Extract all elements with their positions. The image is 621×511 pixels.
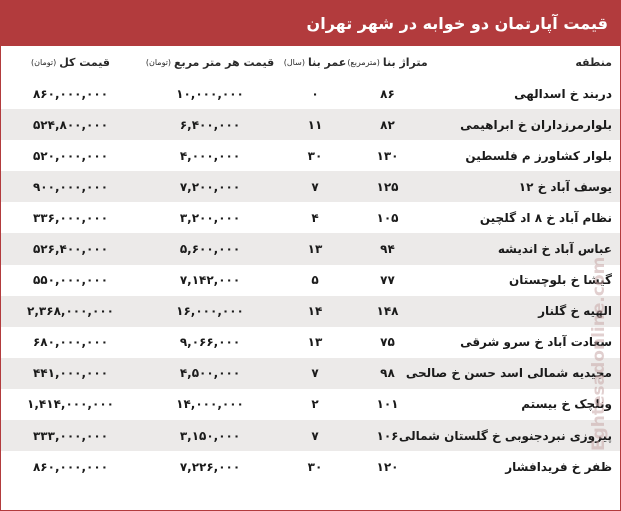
cell-region <box>425 171 620 202</box>
price-table <box>1 46 620 482</box>
cell-price-per-meter-value: ۱۴,۰۰۰,۰۰۰ <box>176 397 244 412</box>
cell-area-value: ۱۳۰ <box>376 148 399 163</box>
cell-age <box>280 296 350 327</box>
cell-region <box>425 202 620 233</box>
header-total-price <box>1 46 140 78</box>
cell-total-price-value: ۸۶۰,۰۰۰,۰۰۰ <box>32 86 109 101</box>
table-row <box>1 451 620 482</box>
header-area-label: متراژ بنا <box>382 55 428 69</box>
cell-age-value: ۷ <box>311 366 319 381</box>
header-area <box>347 46 428 78</box>
cell-area <box>350 327 425 358</box>
cell-region <box>398 420 620 451</box>
cell-age-value: ۳۰ <box>307 148 323 163</box>
cell-price-per-meter-value: ۹,۰۶۶,۰۰۰ <box>179 335 241 350</box>
cell-price-per-meter-value: ۶,۴۰۰,۰۰۰ <box>179 117 241 132</box>
cell-region-value: سعادت آباد خ سرو شرقی <box>460 335 612 350</box>
table-row <box>1 202 620 233</box>
cell-region-value: دربند خ اسدالهی <box>514 86 612 101</box>
cell-total-price-value: ۸۶۰,۰۰۰,۰۰۰ <box>32 459 109 474</box>
cell-region <box>425 233 620 264</box>
table-body <box>1 78 620 482</box>
cell-total-price <box>1 296 140 327</box>
cell-age <box>280 109 350 140</box>
cell-area-value: ۹۸ <box>380 366 395 381</box>
cell-region-value: مجیدیه شمالی اسد حسن خ صالحی <box>405 366 612 381</box>
cell-age-value: ۱۴ <box>307 304 323 319</box>
cell-area <box>350 389 425 420</box>
cell-region-value: ظفر خ فریدافشار <box>505 459 612 474</box>
cell-region <box>425 296 620 327</box>
cell-price-per-meter <box>140 78 280 109</box>
cell-price-per-meter-value: ۴,۰۰۰,۰۰۰ <box>179 148 241 163</box>
cell-price-per-meter-value: ۷,۱۴۲,۰۰۰ <box>179 273 241 288</box>
cell-area <box>350 171 425 202</box>
cell-area-value: ۷۷ <box>380 273 395 288</box>
cell-total-price <box>1 233 140 264</box>
table-row <box>1 140 620 171</box>
cell-region-value: گیشا خ بلوچستان <box>508 273 612 288</box>
cell-age-value: ۲ <box>311 397 319 412</box>
table-row <box>1 296 620 327</box>
cell-total-price <box>1 265 140 296</box>
cell-age <box>280 202 350 233</box>
header-age-label: عمر بنا <box>307 55 347 69</box>
cell-area-value: ۱۴۸ <box>376 304 399 319</box>
cell-area <box>350 202 425 233</box>
cell-age <box>280 420 350 451</box>
cell-age-value: ۰ <box>311 86 319 101</box>
cell-area <box>350 140 425 171</box>
cell-area <box>350 265 425 296</box>
cell-age-value: ۱۳ <box>307 242 323 257</box>
cell-region-value: بلوار کشاورز م فلسطین <box>465 148 612 163</box>
cell-price-per-meter <box>140 327 280 358</box>
table-row <box>1 171 620 202</box>
watermark-text: Eghtesadonline.com <box>589 256 609 451</box>
table-row <box>1 389 620 420</box>
cell-region <box>405 358 620 389</box>
cell-age-value: ۳۰ <box>307 459 323 474</box>
cell-region-value: یوسف آباد خ ۱۲ <box>518 179 612 194</box>
cell-age <box>280 140 350 171</box>
table-row <box>1 78 620 109</box>
cell-total-price-value: ۵۲۴,۸۰۰,۰۰۰ <box>32 117 109 132</box>
cell-price-per-meter <box>140 451 280 482</box>
cell-area <box>350 233 425 264</box>
cell-area <box>350 78 425 109</box>
cell-price-per-meter-value: ۳,۱۵۰,۰۰۰ <box>179 428 241 443</box>
cell-area-value: ۱۰۵ <box>376 210 399 225</box>
table-row <box>1 265 620 296</box>
cell-area-value: ۱۰۱ <box>376 397 399 412</box>
cell-age-value: ۱۱ <box>307 117 323 132</box>
cell-area-value: ۸۲ <box>380 117 395 132</box>
cell-total-price-value: ۳۳۶,۰۰۰,۰۰۰ <box>32 210 109 225</box>
cell-total-price <box>1 420 140 451</box>
cell-price-per-meter <box>140 233 280 264</box>
cell-area <box>350 109 425 140</box>
cell-price-per-meter <box>140 109 280 140</box>
cell-price-per-meter <box>140 358 280 389</box>
cell-area-value: ۱۲۵ <box>376 179 399 194</box>
table-row <box>1 233 620 264</box>
cell-region <box>425 78 620 109</box>
cell-age <box>280 451 350 482</box>
cell-price-per-meter-value: ۱۰,۰۰۰,۰۰۰ <box>176 86 244 101</box>
cell-age-value: ۷ <box>311 428 319 443</box>
cell-age <box>280 358 350 389</box>
cell-area-value: ۹۴ <box>380 242 395 257</box>
cell-area <box>350 296 425 327</box>
cell-age-value: ۴ <box>311 210 319 225</box>
cell-price-per-meter <box>140 171 280 202</box>
cell-area-value: ۷۵ <box>380 335 395 350</box>
cell-price-per-meter-value: ۴,۵۰۰,۰۰۰ <box>179 366 241 381</box>
header-age <box>280 46 350 78</box>
cell-area <box>350 451 425 482</box>
cell-price-per-meter-value: ۷,۲۰۰,۰۰۰ <box>179 179 241 194</box>
cell-age <box>280 265 350 296</box>
cell-price-per-meter-value: ۵,۶۰۰,۰۰۰ <box>179 242 241 257</box>
header-ppm-unit: (تومان) <box>145 57 172 67</box>
table-row <box>1 358 620 389</box>
cell-total-price <box>1 451 140 482</box>
cell-total-price-value: ۴۴۱,۰۰۰,۰۰۰ <box>32 366 109 381</box>
cell-age <box>280 78 350 109</box>
header-age-unit: (سال) <box>283 57 305 67</box>
cell-total-price <box>1 109 140 140</box>
cell-age-value: ۷ <box>311 179 319 194</box>
cell-total-price <box>1 140 140 171</box>
cell-area <box>350 420 425 451</box>
cell-price-per-meter <box>140 265 280 296</box>
cell-total-price-value: ۲,۳۶۸,۰۰۰,۰۰۰ <box>27 304 114 319</box>
cell-age <box>280 233 350 264</box>
cell-price-per-meter <box>140 389 280 420</box>
header-total-label: قیمت کل <box>59 55 110 69</box>
cell-region <box>425 109 620 140</box>
table-row <box>1 109 620 140</box>
header-area-unit: (مترمربع) <box>347 57 380 67</box>
cell-region <box>425 140 620 171</box>
cell-age <box>280 171 350 202</box>
cell-region-value: الهیه خ گلنار <box>538 304 612 319</box>
table-row <box>1 327 620 358</box>
cell-area <box>350 358 425 389</box>
header-ppm-label: قیمت هر متر مربع <box>174 55 275 69</box>
cell-total-price-value: ۳۳۳,۰۰۰,۰۰۰ <box>32 428 109 443</box>
cell-total-price-value: ۵۲۶,۴۰۰,۰۰۰ <box>32 242 109 257</box>
cell-total-price-value: ۵۵۰,۰۰۰,۰۰۰ <box>32 273 109 288</box>
cell-total-price-value: ۹۰۰,۰۰۰,۰۰۰ <box>32 179 109 194</box>
cell-age-value: ۵ <box>311 273 319 288</box>
cell-area-value: ۱۲۰ <box>376 459 399 474</box>
page-title: قیمت آپارتمان دو خوابه در شهر تهران <box>1 1 620 46</box>
cell-region <box>425 327 620 358</box>
cell-total-price <box>1 171 140 202</box>
cell-region-value: نظام آباد خ ۸ اد گلچین <box>479 210 612 225</box>
cell-region <box>425 389 620 420</box>
cell-region-value: پیروزی نبردجنوبی خ گلستان شمالی <box>398 428 612 443</box>
cell-price-per-meter-value: ۷,۲۲۶,۰۰۰ <box>179 459 241 474</box>
cell-price-per-meter-value: ۱۶,۰۰۰,۰۰۰ <box>176 304 244 319</box>
cell-price-per-meter <box>140 140 280 171</box>
cell-total-price <box>1 358 140 389</box>
table-header-row <box>1 46 620 78</box>
cell-total-price <box>1 78 140 109</box>
cell-total-price <box>1 389 140 420</box>
cell-price-per-meter <box>140 296 280 327</box>
cell-age <box>280 389 350 420</box>
header-region <box>425 46 620 78</box>
header-region-label: منطقه <box>575 55 612 69</box>
cell-region <box>425 451 620 482</box>
cell-total-price <box>1 202 140 233</box>
cell-total-price-value: ۱,۴۱۴,۰۰۰,۰۰۰ <box>27 397 114 412</box>
cell-total-price-value: ۶۸۰,۰۰۰,۰۰۰ <box>32 335 109 350</box>
cell-region-value: ونلچک خ بیستم <box>521 397 612 412</box>
table-row <box>1 420 620 451</box>
cell-region-value: عباس آباد خ اندیشه <box>497 242 612 257</box>
cell-total-price <box>1 327 140 358</box>
cell-region <box>425 265 620 296</box>
cell-price-per-meter-value: ۳,۲۰۰,۰۰۰ <box>179 210 241 225</box>
cell-price-per-meter <box>140 202 280 233</box>
cell-age-value: ۱۳ <box>307 335 323 350</box>
cell-price-per-meter <box>140 420 280 451</box>
cell-area-value: ۱۰۶ <box>376 428 399 443</box>
cell-area-value: ۸۶ <box>380 86 395 101</box>
header-total-unit: (تومان) <box>31 57 57 67</box>
cell-region-value: بلوارمرزداران خ ابراهیمی <box>460 117 612 132</box>
cell-age <box>280 327 350 358</box>
cell-total-price-value: ۵۲۰,۰۰۰,۰۰۰ <box>32 148 109 163</box>
header-price-per-meter <box>140 46 280 78</box>
